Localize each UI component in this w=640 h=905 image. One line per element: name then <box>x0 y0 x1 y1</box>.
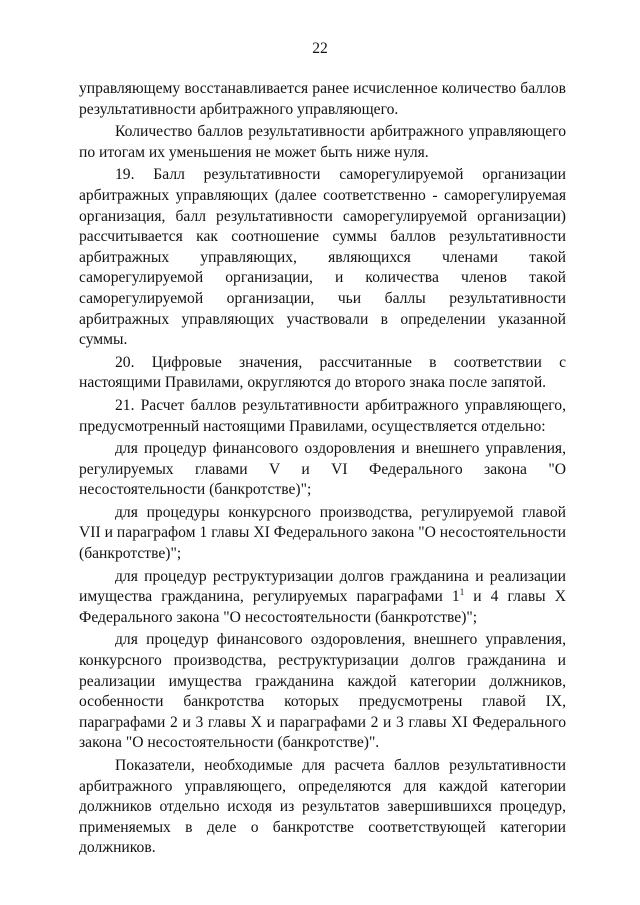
paragraph-score-floor: Количество баллов результативности арбитражного управляющего по итогам их уменьшения не может быть ниже нуля. <box>79 123 566 161</box>
page-number: 22 <box>312 40 328 57</box>
document-body <box>79 79 566 861</box>
list-item-debtor-categories: для процедур финансового оздоровления, внешнего управления, конкурсного производства, реструктуризации долгов гражданина и реализации имущества гражданина каждой категории должников, особенности банкротства которых предусмотрены главой IX, параграфами 2 и 3 главы X и параграфами 2 и 3 главы XI Федерального закона "О несостоятельности (банкротстве)". <box>79 631 566 752</box>
paragraph-21: 21. Расчет баллов результативности арбитражного управляющего, предусмотренный настоящими Правилами, осуществляется отдельно: <box>79 396 566 435</box>
list-item-debt-restructuring-text: для процедур реструктуризации долгов гражданина и реализации имущества гражданина, регулируемых параграфами 1 <box>79 567 566 606</box>
list-item-bankruptcy-proceedings: для процедуры конкурсного производства, регулируемой главой VII и параграфом 1 главы XI Федерального закона "О несостоятельности (банкротстве)"; <box>79 503 566 563</box>
paragraph-continuation: управляющему восстанавливается ранее исчисленное количество баллов результативности арбитражного управляющего. <box>79 80 566 118</box>
superscript-footnote: 1 <box>459 587 465 598</box>
paragraph-20: 20. Цифровые значения, рассчитанные в соответствии с настоящими Правилами, округляются до второго знака после запятой. <box>79 353 566 392</box>
list-item-financial-recovery: для процедур финансового оздоровления и внешнего управления, регулируемых главами V и VI Федерального закона "О несостоятельности (банкротстве)"; <box>79 440 566 499</box>
paragraph-19: 19. Балл результативности саморегулируемой организации арбитражных управляющих (далее соответственно - саморегулируемая организация, балл результативности саморегулируемой организации) рассчитывается как соотношение суммы баллов результативности арбитражных управляющих, являющихся членами такой саморегулируемой организации, и количества членов такой саморегулируемой организации, чьи баллы результативности арбитражных управляющих участвовали в определении указанной суммы. <box>79 166 566 349</box>
paragraph-indicators: Показатели, необходимые для расчета баллов результативности арбитражного управляющего, определяются для каждой категории должников отдельно исходя из результатов завершившихся процедур, применяемых в деле о банкротстве соответствующей категории должников. <box>79 757 566 857</box>
list-item-debt-restructuring-text-end: и 4 главы X Федерального закона "О несостоятельности (банкротстве)"; <box>79 588 566 626</box>
list-item-debt-restructuring <box>79 567 566 629</box>
